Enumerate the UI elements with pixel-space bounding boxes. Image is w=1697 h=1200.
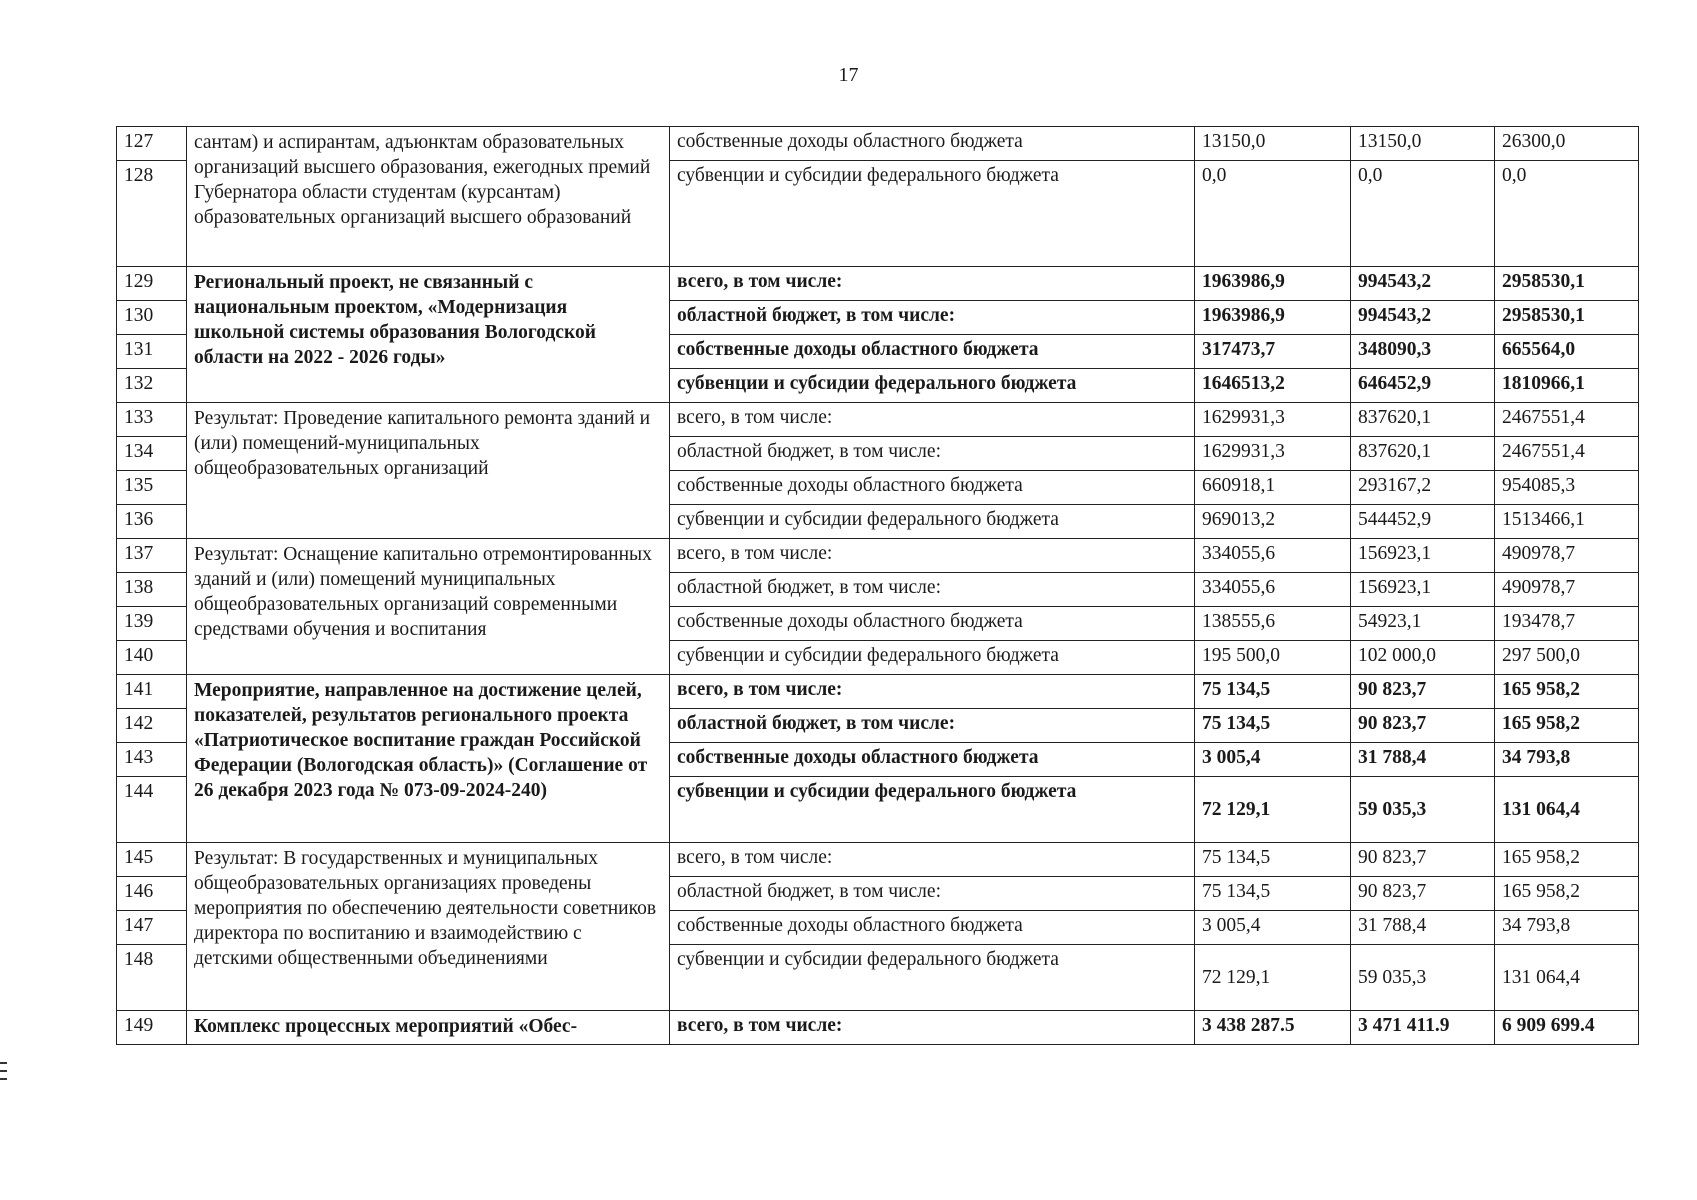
value-2025: 90 823,7	[1351, 675, 1495, 709]
value-total: 2958530,1	[1495, 267, 1639, 301]
funding-source: субвенции и субсидии федерального бюджета	[670, 945, 1195, 1011]
value-2024: 195 500,0	[1195, 641, 1351, 675]
value-2024: 138555,6	[1195, 607, 1351, 641]
budget-table	[116, 126, 1639, 1045]
row-number: 149	[117, 1011, 187, 1045]
funding-source: всего, в том числе:	[670, 539, 1195, 573]
row-number: 136	[117, 505, 187, 539]
value-2025: 90 823,7	[1351, 709, 1495, 743]
funding-source: субвенции и субсидии федерального бюджета	[670, 777, 1195, 843]
value-2024: 1646513,2	[1195, 369, 1351, 403]
value-2025: 102 000,0	[1351, 641, 1495, 675]
value-2025: 3 471 411.9	[1351, 1011, 1495, 1045]
row-number: 142	[117, 709, 187, 743]
funding-source: областной бюджет, в том числе:	[670, 301, 1195, 335]
value-2024: 75 134,5	[1195, 675, 1351, 709]
page-number: 17	[838, 64, 859, 86]
value-2025: 544452,9	[1351, 505, 1495, 539]
row-number: 132	[117, 369, 187, 403]
value-2025: 31 788,4	[1351, 911, 1495, 945]
funding-source: всего, в том числе:	[670, 675, 1195, 709]
value-total: 165 958,2	[1495, 709, 1639, 743]
value-2024: 3 005,4	[1195, 743, 1351, 777]
row-number: 133	[117, 403, 187, 437]
table-row	[117, 675, 1639, 709]
value-2024: 75 134,5	[1195, 709, 1351, 743]
table-row	[117, 403, 1639, 437]
row-description: Комплекс процессных мероприятий «Обес-	[187, 1011, 670, 1045]
value-2024: 1629931,3	[1195, 403, 1351, 437]
value-2025: 59 035,3	[1351, 777, 1495, 843]
value-total: 34 793,8	[1495, 911, 1639, 945]
row-description: Мероприятие, направленное на достижение целей, показателей, результатов регионального проекта «Патриотическое воспитание граждан Российской Федерации (Вологодская область)» (Соглашение от 26 декабря 2023 года № 073-09-2024-240)	[187, 675, 670, 843]
value-total: 6 909 699.4	[1495, 1011, 1639, 1045]
value-2024: 660918,1	[1195, 471, 1351, 505]
value-2024: 72 129,1	[1195, 777, 1351, 843]
value-2024: 75 134,5	[1195, 843, 1351, 877]
row-number: 139	[117, 607, 187, 641]
row-description: Результат: В государственных и муниципальных общеобразовательных организациях проведены мероприятия по обеспечению деятельности советников директора по воспитанию и взаимодействию с детскими общественными объединениями	[187, 843, 670, 1011]
row-number: 135	[117, 471, 187, 505]
value-2024: 1629931,3	[1195, 437, 1351, 471]
table-row	[117, 843, 1639, 877]
value-2025: 13150,0	[1351, 127, 1495, 161]
row-number: 134	[117, 437, 187, 471]
value-2025: 156923,1	[1351, 539, 1495, 573]
funding-source: субвенции и субсидии федерального бюджета	[670, 641, 1195, 675]
funding-source: областной бюджет, в том числе:	[670, 573, 1195, 607]
funding-source: всего, в том числе:	[670, 843, 1195, 877]
value-2025: 156923,1	[1351, 573, 1495, 607]
row-number: 130	[117, 301, 187, 335]
value-total: 165 958,2	[1495, 843, 1639, 877]
value-2025: 59 035,3	[1351, 945, 1495, 1011]
value-2025: 994543,2	[1351, 267, 1495, 301]
row-number: 140	[117, 641, 187, 675]
row-number: 144	[117, 777, 187, 843]
value-total: 165 958,2	[1495, 675, 1639, 709]
value-total: 1513466,1	[1495, 505, 1639, 539]
value-2024: 75 134,5	[1195, 877, 1351, 911]
value-2024: 334055,6	[1195, 573, 1351, 607]
funding-source: всего, в том числе:	[670, 267, 1195, 301]
table-row	[117, 127, 1639, 161]
value-2024: 3 438 287.5	[1195, 1011, 1351, 1045]
value-2025: 293167,2	[1351, 471, 1495, 505]
row-description: Региональный проект, не связанный с национальным проектом, «Модернизация школьной системы образования Вологодской области на 2022 - 2026 годы»	[187, 267, 670, 403]
value-2025: 31 788,4	[1351, 743, 1495, 777]
value-2024: 72 129,1	[1195, 945, 1351, 1011]
value-total: 34 793,8	[1495, 743, 1639, 777]
funding-source: собственные доходы областного бюджета	[670, 127, 1195, 161]
value-2024: 1963986,9	[1195, 301, 1351, 335]
row-number: 141	[117, 675, 187, 709]
table-row	[117, 267, 1639, 301]
value-total: 26300,0	[1495, 127, 1639, 161]
value-total: 665564,0	[1495, 335, 1639, 369]
table-row	[117, 1011, 1639, 1045]
value-total: 2467551,4	[1495, 403, 1639, 437]
value-total: 193478,7	[1495, 607, 1639, 641]
funding-source: областной бюджет, в том числе:	[670, 709, 1195, 743]
value-total: 1810966,1	[1495, 369, 1639, 403]
value-2024: 0,0	[1195, 161, 1351, 267]
funding-source: собственные доходы областного бюджета	[670, 471, 1195, 505]
value-2025: 837620,1	[1351, 437, 1495, 471]
value-total: 2467551,4	[1495, 437, 1639, 471]
value-total: 0,0	[1495, 161, 1639, 267]
value-2025: 348090,3	[1351, 335, 1495, 369]
row-number: 143	[117, 743, 187, 777]
funding-source: собственные доходы областного бюджета	[670, 607, 1195, 641]
value-total: 954085,3	[1495, 471, 1639, 505]
row-number: 127	[117, 127, 187, 161]
funding-source: субвенции и субсидии федерального бюджета	[670, 369, 1195, 403]
row-number: 131	[117, 335, 187, 369]
row-number: 147	[117, 911, 187, 945]
row-number: 148	[117, 945, 187, 1011]
value-2024: 317473,7	[1195, 335, 1351, 369]
funding-source: всего, в том числе:	[670, 403, 1195, 437]
row-number: 137	[117, 539, 187, 573]
value-total: 490978,7	[1495, 539, 1639, 573]
funding-source: областной бюджет, в том числе:	[670, 877, 1195, 911]
value-2024: 969013,2	[1195, 505, 1351, 539]
value-total: 490978,7	[1495, 573, 1639, 607]
value-total: 2958530,1	[1495, 301, 1639, 335]
row-description: Результат: Проведение капитального ремонта зданий и (или) помещений-муниципальных общеобразовательных организаций	[187, 403, 670, 539]
table-row	[117, 539, 1639, 573]
value-2025: 837620,1	[1351, 403, 1495, 437]
row-description: Результат: Оснащение капитально отремонтированных зданий и (или) помещений муниципальных общеобразовательных организаций современными средствами обучения и воспитания	[187, 539, 670, 675]
value-2024: 1963986,9	[1195, 267, 1351, 301]
funding-source: собственные доходы областного бюджета	[670, 911, 1195, 945]
value-2025: 0,0	[1351, 161, 1495, 267]
value-total: 131 064,4	[1495, 777, 1639, 843]
value-2025: 646452,9	[1351, 369, 1495, 403]
row-number: 128	[117, 161, 187, 267]
row-number: 146	[117, 877, 187, 911]
value-2025: 90 823,7	[1351, 877, 1495, 911]
value-2025: 994543,2	[1351, 301, 1495, 335]
value-2025: 90 823,7	[1351, 843, 1495, 877]
value-total: 297 500,0	[1495, 641, 1639, 675]
row-number: 138	[117, 573, 187, 607]
row-number: 145	[117, 843, 187, 877]
funding-source: субвенции и субсидии федерального бюджета	[670, 505, 1195, 539]
value-2024: 3 005,4	[1195, 911, 1351, 945]
funding-source: собственные доходы областного бюджета	[670, 743, 1195, 777]
row-description: сантам) и аспирантам, адъюнктам образовательных организаций высшего образования, ежегодных премий Губернатора области студентам (курсантам) образовательных организаций высшего образований	[187, 127, 670, 267]
funding-source: субвенции и субсидии федерального бюджета	[670, 161, 1195, 267]
value-2025: 54923,1	[1351, 607, 1495, 641]
margin-marks	[0, 1062, 7, 1086]
funding-source: областной бюджет, в том числе:	[670, 437, 1195, 471]
funding-source: собственные доходы областного бюджета	[670, 335, 1195, 369]
value-total: 131 064,4	[1495, 945, 1639, 1011]
funding-source: всего, в том числе:	[670, 1011, 1195, 1045]
value-2024: 334055,6	[1195, 539, 1351, 573]
row-number: 129	[117, 267, 187, 301]
value-total: 165 958,2	[1495, 877, 1639, 911]
value-2024: 13150,0	[1195, 127, 1351, 161]
